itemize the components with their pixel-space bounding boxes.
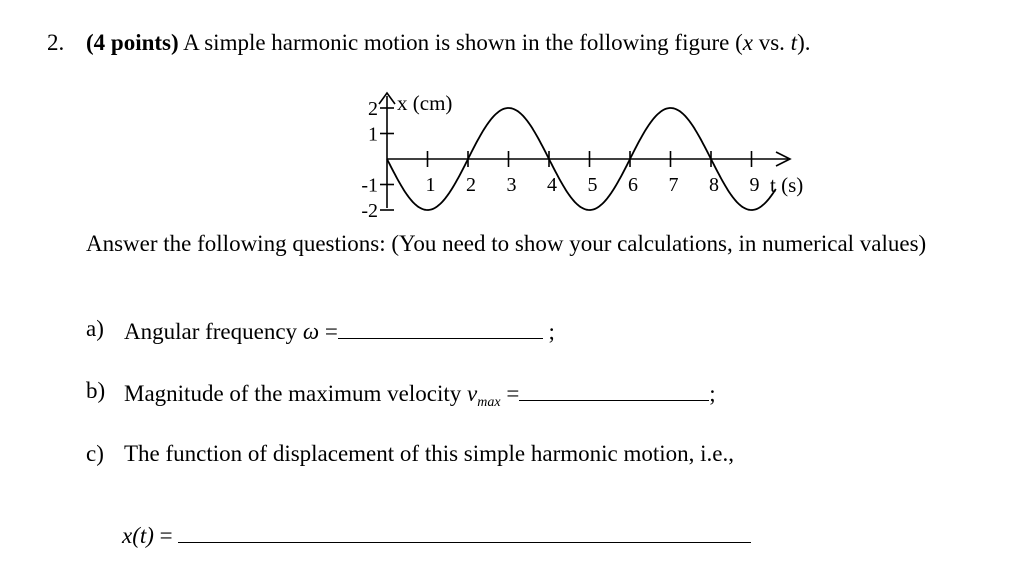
t-tick-label: 9 [749,174,760,196]
t-tick-label: 5 [587,174,598,196]
part-a [124,316,555,345]
t-tick-label: 4 [547,174,557,196]
question-stem: A simple harmonic motion is shown in the following figure ( [178,30,743,55]
question-header [86,30,810,56]
part-b-letter: b) [86,378,106,403]
part-c-text: The function of displacement of this simple harmonic motion, i.e., [124,441,735,466]
y-ticks [361,98,394,218]
func-equals: = [153,523,173,548]
t-axis-label: t (s) [770,173,804,197]
instructions: Answer the following questions: (You need to show your calculations, in numerical values) [86,231,927,256]
part-c-letter: c) [86,441,104,466]
question-number: 2. [47,30,65,55]
part-a-end: ; [548,319,555,344]
points-label: (4 points) [86,30,179,55]
answer-blank-c[interactable] [178,520,751,543]
stem-end: ). [797,30,811,55]
part-a-equals: = [319,319,338,344]
answer-blank-a[interactable] [338,316,543,339]
stem-vs: vs. [752,30,791,55]
part-a-text: Angular frequency [124,319,303,344]
t-tick-label: 7 [668,174,679,196]
y-axis-label: x (cm) [397,91,453,115]
t-tick-label: 2 [466,174,476,196]
v-symbol: v [467,381,478,406]
y-tick-label: -2 [361,200,378,218]
part-b-end: ; [709,381,716,406]
part-c-answer [122,520,751,549]
func-label: x(t) [122,523,154,548]
part-a-letter: a) [86,316,104,341]
omega-symbol: ω [302,319,320,344]
y-tick-label: 2 [368,98,378,120]
part-b-text: Magnitude of the maximum velocity [124,381,468,406]
t-tick-label: 3 [506,174,517,196]
part-b [124,378,716,411]
stem-x: x [742,30,753,55]
t-tick-label: 1 [425,174,436,196]
answer-blank-b[interactable] [519,378,709,401]
stem-t: t [790,30,798,55]
v-subscript: max [477,395,501,410]
t-tick-label: 6 [628,174,638,196]
part-b-equals: = [500,381,520,406]
shm-graph [340,88,820,218]
t-tick-label: 8 [709,174,719,196]
y-tick-label: 1 [368,123,378,146]
y-tick-label: -1 [361,174,378,197]
